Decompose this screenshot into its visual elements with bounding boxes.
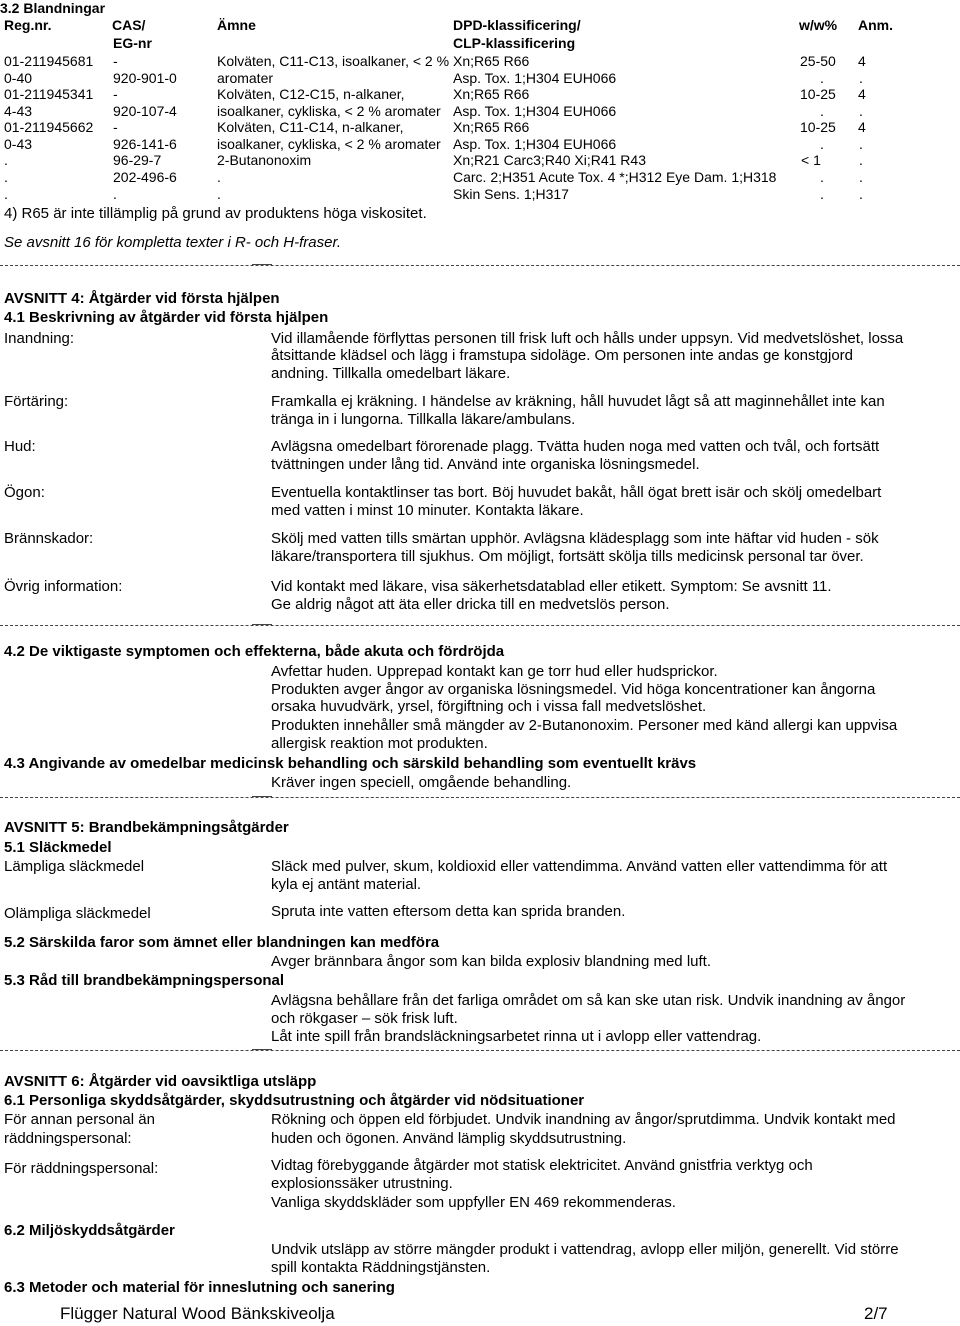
section-3-2-title: 3.2 Blandningar (0, 0, 106, 16)
row4-ww-1: < 1 (801, 152, 821, 168)
row2-dpd-2: Asp. Tox. 1;H304 EUH066 (453, 103, 617, 119)
header-eg: EG-nr (113, 35, 152, 51)
divider (0, 797, 960, 798)
row3-anm-2: . (859, 136, 863, 152)
lampliga-text-1: Släck med pulver, skum, koldioxid eller vattendimma. Använd vatten eller vattendimma för att (271, 858, 888, 875)
row2-anm-1: 4 (858, 86, 866, 102)
section-6-2-title: 6.2 Miljöskyddsåtgärder (4, 1222, 175, 1239)
header-clp: CLP-klassificering (453, 35, 576, 51)
section-6-3-title: 6.3 Metoder och material för inneslutning och sanering (4, 1279, 395, 1296)
row1-ww-2: . (820, 70, 824, 86)
treatment-line: Kräver ingen speciell, omgående behandling. (271, 774, 572, 791)
annan-personal-text-2: huden och ögonen. Använd lämplig skyddsutrustning. (271, 1130, 627, 1147)
row1-regnr-2: 0-40 (4, 70, 33, 86)
row4-dpd-2: Carc. 2;H351 Acute Tox. 4 *;H312 Eye Dam. 1;H318 (453, 169, 777, 185)
row3-regnr-2: 0-43 (4, 136, 33, 152)
row2-amne-2: isoalkaner, cykliska, < 2 % aromater (217, 103, 441, 119)
header-regnr: Reg.nr. (4, 17, 52, 33)
firefighter-line-1: Avlägsna behållare från det farliga området om så kan ske utan risk. Undvik inandning av ångor (271, 992, 906, 1009)
row2-anm-2: . (859, 103, 863, 119)
olampliga-label: Olämpliga släckmedel (4, 905, 151, 922)
row1-cas-2: 920-901-0 (113, 70, 177, 86)
row3-dpd-1: Xn;R65 R66 (453, 119, 530, 135)
annan-personal-label-2: räddningspersonal: (4, 1130, 132, 1147)
symptom-line-2: Produkten avger ångor av organiska lösningsmedel. Vid höga koncentrationer kan ångorna (271, 681, 876, 698)
row1-amne-1: Kolväten, C11-C13, isoalkaner, < 2 % (217, 53, 450, 69)
first-aid-text-brannskador-2: läkare/transportera till sjukhus. Om möjligt, fortsätt skölja tills medicinsk personal tar över. (271, 548, 864, 565)
row1-anm-1: 4 (858, 53, 866, 69)
row4-ww-3: . (820, 186, 824, 202)
first-aid-text-ovrig-1: Vid kontakt med läkare, visa säkerhetsdatablad eller etikett. Symptom: Se avsnitt 11. (271, 578, 832, 595)
row4-dpd-3: Skin Sens. 1;H317 (453, 186, 569, 202)
symptom-line-3: orsaka huvudvärk, yrsel, förgiftning och i vissa fall medvetslöshet. (271, 698, 707, 715)
header-amne: Ämne (217, 17, 256, 33)
olampliga-text: Spruta inte vatten eftersom detta kan sprida branden. (271, 903, 626, 920)
annan-personal-label-1: För annan personal än (4, 1111, 155, 1128)
annan-personal-text-1: Rökning och öppen eld förbjudet. Undvik inandning av ångor/sprutdimma. Undvik kontakt med (271, 1111, 896, 1128)
header-cas: CAS/ (112, 17, 146, 33)
first-aid-text-fortaring-1: Framkalla ej kräkning. I händelse av kräkning, håll huvudet lågt så att maginnehållet inte kan (271, 393, 885, 410)
row1-amne-2: aromater (217, 70, 274, 86)
lampliga-label: Lämpliga släckmedel (4, 858, 145, 875)
section-4-title: AVSNITT 4: Åtgärder vid första hjälpen (4, 290, 280, 307)
first-aid-label-ovrig: Övrig information: (4, 578, 123, 595)
section-5-3-title: 5.3 Råd till brandbekämpningspersonal (4, 972, 285, 989)
section-4-1-title: 4.1 Beskrivning av åtgärder vid första hjälpen (4, 309, 329, 326)
first-aid-text-inandning-3: andning. Tillkalla omedelbart läkare. (271, 365, 511, 382)
divider (0, 265, 960, 266)
lampliga-text-2: kyla ej antänt material. (271, 876, 422, 893)
first-aid-label-inandning: Inandning: (4, 330, 75, 347)
section-4-2-title: 4.2 De viktigaste symptomen och effekterna, både akuta och fördröjda (4, 643, 505, 660)
row4-regnr-1: . (4, 152, 8, 168)
raddning-text-2: explosionssäker utrustning. (271, 1175, 453, 1192)
row4-amne-2: . (217, 169, 221, 185)
section-5-title: AVSNITT 5: Brandbekämpningsåtgärder (4, 819, 289, 836)
row3-anm-1: 4 (858, 119, 866, 135)
first-aid-label-brannskador: Brännskador: (4, 530, 94, 547)
row1-cas-1: - (113, 53, 118, 69)
row3-dpd-2: Asp. Tox. 1;H304 EUH066 (453, 136, 617, 152)
raddning-label: För räddningspersonal: (4, 1160, 159, 1177)
row4-anm-2: . (859, 169, 863, 185)
row1-anm-2: . (859, 70, 863, 86)
row3-cas-1: - (113, 119, 118, 135)
row4-anm-1: . (859, 152, 863, 168)
row4-ww-2: . (820, 169, 824, 185)
row2-regnr-2: 4-43 (4, 103, 33, 119)
row3-regnr-1: 01-211945662 (4, 119, 94, 135)
header-dpd: DPD-klassificering/ (453, 17, 581, 33)
header-ww: w/w% (799, 17, 838, 33)
first-aid-text-ogon-2: med vatten i minst 10 minuter. Kontakta läkare. (271, 502, 584, 519)
header-anm: Anm. (858, 17, 893, 33)
raddning-text-1: Vidtag förebyggande åtgärder mot statisk elektricitet. Använd gnistfria verktyg och (271, 1157, 813, 1174)
fire-hazard-line: Avger brännbara ångor som kan bilda explosiv blandning med luft. (271, 953, 711, 970)
row3-amne-1: Kolväten, C11-C14, n-alkaner, (217, 119, 404, 135)
row1-regnr-1: 01-211945681 (4, 53, 94, 69)
section-6-title: AVSNITT 6: Åtgärder vid oavsiktliga utsläpp (4, 1073, 317, 1090)
section-5-1-title: 5.1 Släckmedel (4, 839, 112, 856)
first-aid-text-hud-1: Avlägsna omedelbart förorenade plagg. Tvätta huden noga med vatten och tvål, och fortsätt (271, 438, 880, 455)
row2-ww-1: 10-25 (800, 86, 836, 102)
row4-anm-3: . (859, 186, 863, 202)
first-aid-text-inandning-1: Vid illamående förflyttas personen till frisk luft och hålls under uppsyn. Vid medvetslöshet, lossa (271, 330, 904, 347)
environment-text-1: Undvik utsläpp av större mängder produkt i vattendrag, avlopp eller miljön, generellt. Vid större (271, 1241, 899, 1258)
see-section-16-note: Se avsnitt 16 för kompletta texter i R- och H-fraser. (4, 234, 342, 251)
row2-cas-2: 920-107-4 (113, 103, 177, 119)
footer-product-name: Flügger Natural Wood Bänkskiveolja (60, 1304, 335, 1323)
first-aid-text-inandning-2: åtsittande klädsel och lägg i framstupa sidoläge. Om personen inte andas ge konstgjord (271, 347, 854, 364)
first-aid-text-brannskador-1: Skölj med vatten tills smärtan upphör. Avlägsna klädesplagg som inte häftar vid huden - sök (271, 530, 879, 547)
first-aid-text-fortaring-2: tränga in i lungorna. Tillkalla läkare/ambulans. (271, 411, 576, 428)
first-aid-text-ogon-1: Eventuella kontaktlinser tas bort. Böj huvudet bakåt, håll ögat brett isär och skölj omedelbart (271, 484, 882, 501)
first-aid-label-fortaring: Förtäring: (4, 393, 69, 410)
symptom-line-1: Avfettar huden. Upprepad kontakt kan ge torr hud eller hudsprickor. (271, 663, 718, 680)
divider (0, 1050, 960, 1051)
firefighter-line-2: och rökgaser – sök frisk luft. (271, 1010, 458, 1027)
first-aid-label-ogon: Ögon: (4, 484, 45, 501)
row4-regnr-3: . (4, 186, 8, 202)
row2-regnr-1: 01-211945341 (4, 86, 94, 102)
row3-ww-1: 10-25 (800, 119, 836, 135)
row4-cas-3: . (113, 186, 117, 202)
row3-amne-2: isoalkaner, cykliska, < 2 % aromater (217, 136, 441, 152)
divider (0, 625, 960, 626)
row3-cas-2: 926-141-6 (113, 136, 177, 152)
section-4-3-title: 4.3 Angivande av omedelbar medicinsk behandling och särskild behandling som eventuellt krävs (4, 755, 697, 772)
symptom-line-4: Produkten innehåller små mängder av 2-Butanonoxim. Personer med känd allergi kan uppvisa (271, 717, 898, 734)
row2-cas-1: - (113, 86, 118, 102)
row2-ww-2: . (820, 103, 824, 119)
environment-text-2: spill kontakta Räddningstjänsten. (271, 1259, 491, 1276)
footer-page-number: 2/7 (864, 1304, 888, 1323)
firefighter-line-3: Låt inte spill från brandsläckningsarbetet rinna ut i avlopp eller vattendrag. (271, 1028, 762, 1045)
raddning-text-3: Vanliga skyddskläder som uppfyller EN 469 rekommenderas. (271, 1194, 676, 1211)
first-aid-text-hud-2: tvättningen under lång tid. Använd inte organiska lösningsmedel. (271, 456, 700, 473)
first-aid-label-hud: Hud: (4, 438, 36, 455)
row1-dpd-1: Xn;R65 R66 (453, 53, 530, 69)
first-aid-text-ovrig-2: Ge aldrig något att äta eller dricka till en medvetslös person. (271, 596, 670, 613)
row4-amne-3: . (217, 186, 221, 202)
row4-regnr-2: . (4, 169, 8, 185)
row2-dpd-1: Xn;R65 R66 (453, 86, 530, 102)
row3-ww-2: . (820, 136, 824, 152)
table-note: 4) R65 är inte tillämplig på grund av produktens höga viskositet. (4, 205, 427, 222)
row4-amne-1: 2-Butanonoxim (217, 152, 312, 168)
row2-amne-1: Kolväten, C12-C15, n-alkaner, (217, 86, 405, 102)
symptom-line-5: allergisk reaktion mot produkten. (271, 735, 488, 752)
section-5-2-title: 5.2 Särskilda faror som ämnet eller blandningen kan medföra (4, 934, 440, 951)
section-6-1-title: 6.1 Personliga skyddsåtgärder, skyddsutrustning och åtgärder vid nödsituationer (4, 1092, 585, 1109)
row1-ww-1: 25-50 (800, 53, 836, 69)
row4-cas-1: 96-29-7 (113, 152, 162, 168)
row4-dpd-1: Xn;R21 Carc3;R40 Xi;R41 R43 (453, 152, 646, 168)
row4-cas-2: 202-496-6 (113, 169, 177, 185)
row1-dpd-2: Asp. Tox. 1;H304 EUH066 (453, 70, 617, 86)
